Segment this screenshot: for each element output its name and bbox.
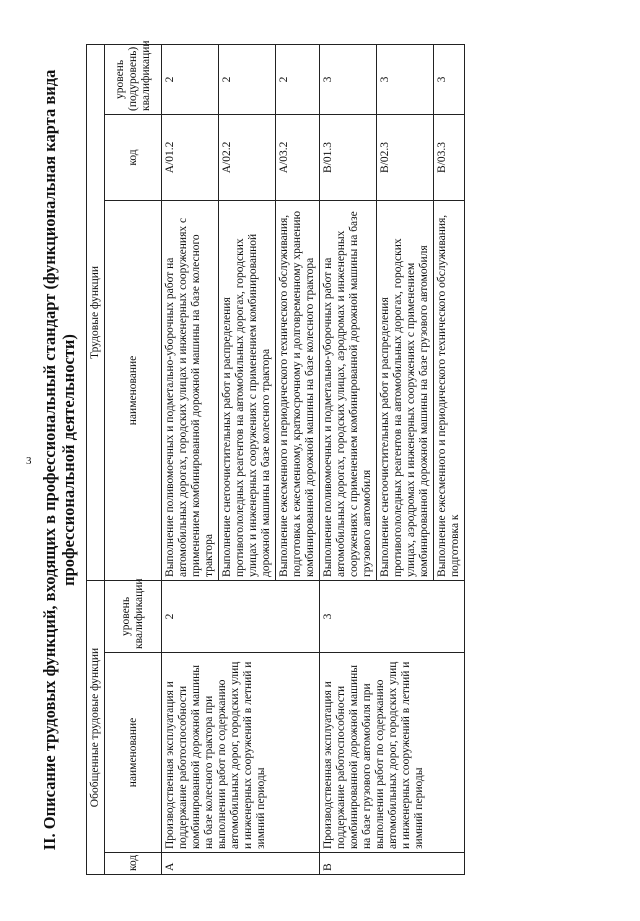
- gen-function-level: 3: [320, 580, 465, 652]
- labor-function-sublevel: 2: [162, 44, 219, 114]
- labor-function-sublevel: 2: [276, 44, 320, 114]
- rotated-page-content: [40, 30, 600, 890]
- labor-function-name: Выполнение снегоочистительных работ и распределения противогололедных реагентов на автомобильных дорогах, городских улицах, аэродромах и инженерных сооружениях с применением комбинированной дорожной машины на базе грузового автомобиля: [377, 200, 434, 580]
- gen-function-code: B: [320, 853, 465, 875]
- generalized-functions-header: Обобщенные трудовые функции: [87, 580, 105, 874]
- labor-function-code: B/02.3: [377, 114, 434, 200]
- labor-function-sublevel: 3: [377, 44, 434, 114]
- functional-map-table: [86, 40, 465, 875]
- section-title: [40, 30, 78, 890]
- title-line-1: II. Описание трудовых функций, входящих в профессиональный стандарт (функциональная карта вида: [40, 69, 59, 851]
- col-header-function-name: наименование: [105, 200, 162, 580]
- col-header-function-code: код: [105, 114, 162, 200]
- table-row: [320, 44, 377, 874]
- labor-function-code: B/03.3: [434, 114, 465, 200]
- page-number: 3: [26, 455, 32, 467]
- table-group-header-row: [87, 44, 105, 874]
- labor-function-code: A/01.2: [162, 114, 219, 200]
- gen-function-level: 2: [162, 580, 320, 652]
- labor-function-name: Выполнение ежесменного и периодического технического обслуживания, подготовка к ежесменному, краткосрочному и долговременному хранению комбинированной дорожной машины на базе колесного трактора: [276, 200, 320, 580]
- table-row: [162, 44, 219, 874]
- labor-function-code: B/01.3: [320, 114, 377, 200]
- labor-function-name: Выполнение снегоочистительных работ и распределения противогололедных реагентов на автомобильных дорогах, городских улицах и инженерных сооружениях с применением комбинированной дорожной машины на базе колесного трактора: [219, 200, 276, 580]
- labor-function-code: A/03.2: [276, 114, 320, 200]
- gen-function-name: Производственная эксплуатация и поддержание работоспособности комбинированной дорожной машины на базе грузового автомобиля при выполнении работ по содержанию автомобильных дорог, городских улиц и инженерных сооружений в летний и зимний периоды: [320, 653, 465, 853]
- col-header-level: уровень квалификации: [105, 580, 162, 652]
- col-header-name: наименование: [105, 653, 162, 853]
- gen-function-name: Производственная эксплуатация и поддержание работоспособности комбинированной дорожной машины на базе колесного трактора при выполнении работ по содержанию автомобильных дорог, городских улиц и инженерных сооружений в летний и зимний периоды: [162, 653, 320, 853]
- labor-functions-header: Трудовые функции: [87, 44, 105, 580]
- table-column-header-row: [105, 44, 162, 874]
- gen-function-code: A: [162, 853, 320, 875]
- labor-function-name: Выполнение поливомоечных и подметально-уборочных работ на автомобильных дорогах, городских улицах, аэродромах и инженерных сооружениях с применением комбинированной дорожной машины на базе грузового автомобиля: [320, 200, 377, 580]
- col-header-sublevel: уровень (подуровень) квалификации: [105, 44, 162, 114]
- labor-function-name: Выполнение поливомоечных и подметально-уборочных работ на автомобильных дорогах, городских улицах и инженерных сооружениях с применением комбинированной дорожной машины на базе колесного трактора: [162, 200, 219, 580]
- labor-function-name: Выполнение ежесменного и периодического технического обслуживания, подготовка к: [434, 200, 465, 580]
- title-line-2: профессиональной деятельности): [59, 334, 78, 586]
- labor-function-sublevel: 3: [434, 44, 465, 114]
- labor-function-sublevel: 2: [219, 44, 276, 114]
- labor-function-code: A/02.2: [219, 114, 276, 200]
- col-header-code: код: [105, 853, 162, 875]
- labor-function-sublevel: 3: [320, 44, 377, 114]
